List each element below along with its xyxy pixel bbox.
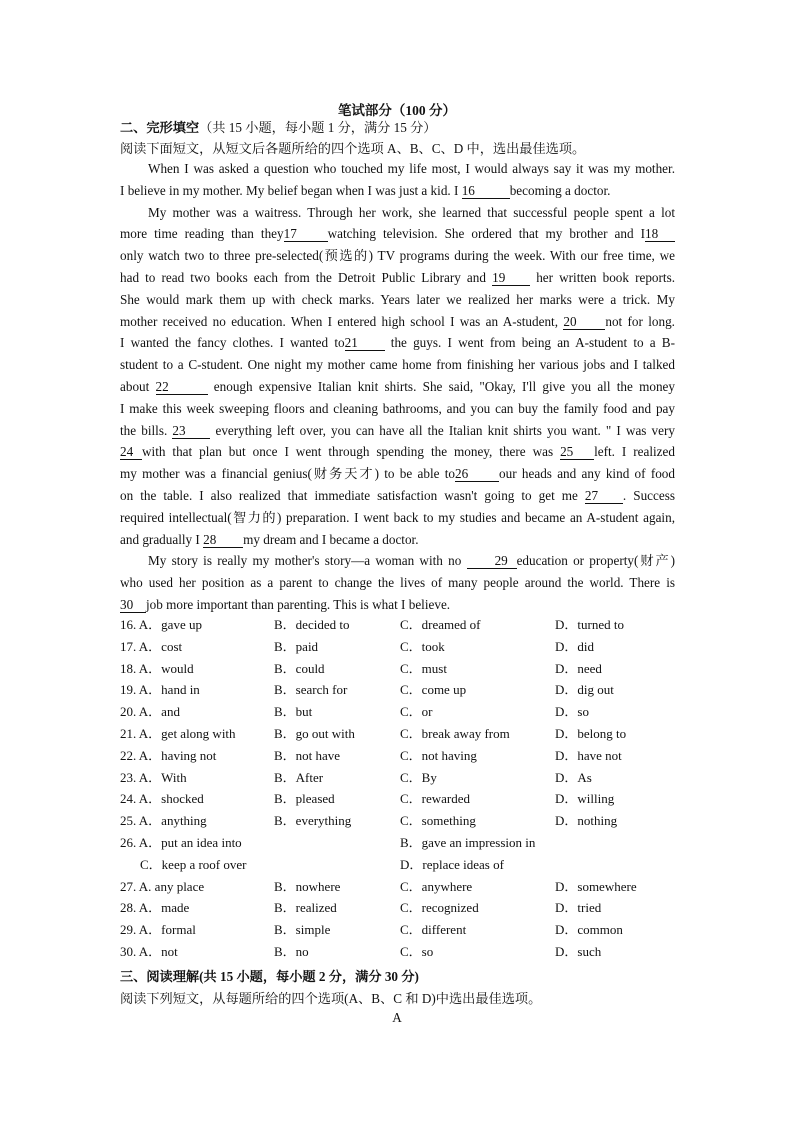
- option-a: 20. A．and: [120, 704, 180, 720]
- option-c: C．took: [400, 638, 445, 654]
- option-d: D．common: [555, 922, 623, 938]
- blank-23: 23: [172, 424, 210, 439]
- option-row: [120, 723, 680, 745]
- passage-line: student to a C-student. One night my mother came home from finishing her various jobs and I talked: [120, 357, 675, 373]
- option-b: B．search for: [274, 682, 348, 698]
- blank-18: 18: [645, 227, 675, 242]
- passage-line: I make this week sweeping floors and cleaning bathrooms, and you can buy the family food and pay: [120, 400, 675, 416]
- option-a: 21. A．get along with: [120, 725, 236, 741]
- option-d: D．have not: [555, 747, 622, 763]
- passage-text: I wanted the fancy clothes. I wanted to: [120, 335, 345, 351]
- option-b: B．go out with: [274, 725, 355, 741]
- passage-text: with that plan but once I went through spending the money, there was: [142, 444, 561, 460]
- option-a: 23. A．With: [120, 769, 187, 785]
- option-b: B．realized: [274, 900, 337, 916]
- option-a: 27. A. any place: [120, 878, 205, 894]
- passage-text: and gradually I: [120, 531, 204, 547]
- passage-line: [120, 529, 675, 551]
- option-row: [120, 941, 680, 963]
- passage-line: [120, 311, 675, 333]
- passage-line: [120, 267, 675, 289]
- option-a: 19. A．hand in: [120, 682, 200, 698]
- passage-label: A: [392, 1010, 402, 1025]
- option-d: D．As: [555, 769, 592, 785]
- passage-line: [120, 463, 675, 485]
- section-2-instruction: 阅读下面短文，从短文后各题所给的四个选项 A、B、C、D 中，选出最佳选项。: [120, 141, 586, 156]
- answer-options: [120, 614, 680, 963]
- passage-text: job more important than parenting. This is what I believe.: [146, 596, 451, 612]
- option-b: B．decided to: [274, 617, 350, 632]
- option-b: B．paid: [274, 638, 319, 654]
- option-b: B．could: [274, 660, 325, 676]
- option-d: D．tried: [555, 900, 602, 916]
- passage-text: enough expensive Italian knit shirts. She said, "Okay, I'll give you all the money: [207, 378, 675, 394]
- option-row: [120, 810, 680, 832]
- option-row: [120, 767, 680, 789]
- passage-line: who used her position as a parent to change the lives of many people around the world. There is: [120, 575, 675, 591]
- passage-line: only watch two to three pre-selected(预选的) TV programs during the week. With our free time, we: [120, 248, 675, 264]
- passage-text: mother received no education. When I entered high school I was an A-student,: [120, 313, 564, 329]
- passage-text: my mother was a financial genius(财务天才) to be able to: [120, 466, 456, 482]
- blank-16: 16: [462, 184, 510, 199]
- option-c: C．anywhere: [400, 878, 473, 894]
- passage-text: not for long.: [605, 313, 675, 329]
- option-b: B．everything: [274, 813, 352, 829]
- passage-text: our heads and any kind of food: [499, 466, 675, 482]
- option-a: 24. A．shocked: [120, 791, 204, 807]
- section-2-title: 二、完形填空: [120, 120, 200, 135]
- passage-text: everything left over, you can have all the Italian knit shirts you want. " I was very: [210, 422, 675, 438]
- passage-text: my dream and I became a doctor.: [243, 531, 419, 547]
- passage-text: had to read two books each from the Detroit Public Library and: [120, 269, 493, 285]
- option-d: D．nothing: [555, 813, 618, 829]
- passage-text: on the table. I also realized that immediate satisfaction wasn't going to get me: [120, 487, 585, 503]
- blank-29: 29: [467, 554, 517, 569]
- passage-text: the bills.: [120, 422, 173, 438]
- option-d: D．did: [555, 638, 595, 654]
- passage-line: My mother was a waitress. Through her work, she learned that successful people spent a lot: [148, 204, 675, 220]
- passage-line: [120, 485, 675, 507]
- section-3-instruction: 阅读下列短文，从每题所给的四个选项(A、B、C 和 D)中选出最佳选项。: [120, 991, 542, 1006]
- option-d: D．so: [555, 704, 589, 720]
- option-a: 16. A．gave up: [120, 617, 202, 632]
- passage-text: her written book reports.: [530, 269, 675, 285]
- passage-text: left. I realized: [594, 444, 675, 460]
- option-a: 30. A．not: [120, 943, 178, 959]
- option-row: [120, 919, 680, 941]
- passage-text: about: [120, 378, 156, 394]
- option-row: [120, 854, 680, 876]
- option-row: [120, 679, 680, 701]
- option-c: C．come up: [400, 682, 467, 698]
- option-c: C．recognized: [400, 900, 479, 916]
- option-d: D．somewhere: [555, 878, 637, 894]
- option-d: D．belong to: [555, 725, 627, 741]
- passage-line: [120, 223, 675, 245]
- option-d: D．replace ideas of: [400, 856, 504, 872]
- option-row: [120, 832, 680, 854]
- passage-text: My story is really my mother's story—a woman with no: [148, 553, 467, 569]
- passage-line: [120, 376, 675, 398]
- blank-21: 21: [345, 336, 385, 351]
- option-d: D．such: [555, 943, 602, 959]
- page-title: 笔试部分（100 分）: [337, 103, 457, 118]
- option-c: C．so: [400, 943, 434, 959]
- option-row: [120, 745, 680, 767]
- option-row: [120, 636, 680, 658]
- option-a: 25. A．anything: [120, 813, 207, 829]
- option-d: D．willing: [555, 791, 615, 807]
- option-c: C．By: [400, 769, 437, 785]
- passage-text: becoming a doctor.: [509, 182, 611, 198]
- option-row: [120, 897, 680, 919]
- option-c: C．dreamed of: [400, 617, 481, 632]
- blank-24: 24: [120, 445, 142, 460]
- passage-text: education or property(财产): [516, 553, 675, 569]
- option-c: C．keep a roof over: [140, 856, 247, 872]
- option-b: B．pleased: [274, 791, 335, 807]
- blank-26: 26: [455, 467, 499, 482]
- passage-line: [120, 594, 675, 616]
- passage-text: more time reading than they: [120, 226, 284, 242]
- option-a: 28. A．made: [120, 900, 190, 916]
- option-c: C．rewarded: [400, 791, 471, 807]
- option-row: [120, 876, 680, 898]
- option-b: B．no: [274, 943, 309, 959]
- passage-text: watching television. She ordered that my brother and I: [327, 226, 645, 242]
- passage-line: [120, 441, 675, 463]
- passage-line: [120, 550, 675, 572]
- option-b: B．After: [274, 769, 324, 785]
- option-b: B．not have: [274, 747, 341, 763]
- option-b: B．gave an impression in: [400, 834, 536, 850]
- passage-text: I believe in my mother. My belief began when I was just a kid. I: [120, 182, 462, 198]
- option-c: C．must: [400, 660, 447, 676]
- blank-20: 20: [563, 315, 605, 330]
- option-d: D．turned to: [555, 617, 624, 632]
- option-b: B．nowhere: [274, 878, 341, 894]
- option-c: C．not having: [400, 747, 477, 763]
- option-b: B．but: [274, 704, 313, 720]
- passage-text: the guys. I went from being an A-student to a B-: [384, 335, 675, 351]
- passage-line: She would mark them up with check marks. Years later we realized her marks were a trick. My: [120, 291, 675, 307]
- option-d: D．dig out: [555, 682, 614, 698]
- passage-line: When I was asked a question who touched my life most, I would always say it was my mother.: [148, 161, 675, 176]
- option-row: [120, 614, 680, 636]
- section-3-title: 三、阅读理解: [120, 969, 200, 984]
- option-c: C．something: [400, 813, 476, 829]
- option-row: [120, 701, 680, 723]
- passage-line: [120, 332, 675, 354]
- blank-19: 19: [492, 271, 530, 286]
- blank-28: 28: [203, 533, 243, 548]
- option-b: B．simple: [274, 922, 331, 938]
- option-c: C．different: [400, 922, 467, 938]
- blank-25: 25: [560, 445, 594, 460]
- blank-17: 17: [284, 227, 328, 242]
- cloze-passage: [120, 158, 675, 616]
- passage-line: [120, 420, 675, 442]
- option-c: C．or: [400, 704, 433, 720]
- section-3-note: (共 15 小题，每小题 2 分，满分 30 分): [199, 969, 419, 984]
- section-2-note: （共 15 小题，每小题 1 分，满分 15 分）: [199, 120, 437, 135]
- option-a: 17. A．cost: [120, 638, 183, 654]
- passage-line: required intellectual(智力的) preparation. I went back to my studies and became an A-student again,: [120, 509, 675, 525]
- blank-22: 22: [156, 380, 208, 395]
- option-a: 18. A．would: [120, 660, 194, 676]
- section-3-heading: [120, 966, 419, 985]
- option-a: 29. A．formal: [120, 922, 196, 938]
- option-c: C．break away from: [400, 725, 510, 741]
- section-2-heading: [120, 120, 437, 136]
- passage-line: [120, 180, 675, 202]
- option-row: [120, 658, 680, 680]
- blank-30: 30: [120, 598, 146, 613]
- option-a: 26. A．put an idea into: [120, 834, 242, 850]
- passage-text: . Success: [622, 487, 675, 503]
- option-a: 22. A．having not: [120, 747, 217, 763]
- option-d: D．need: [555, 660, 602, 676]
- blank-27: 27: [585, 489, 623, 504]
- option-row: [120, 788, 680, 810]
